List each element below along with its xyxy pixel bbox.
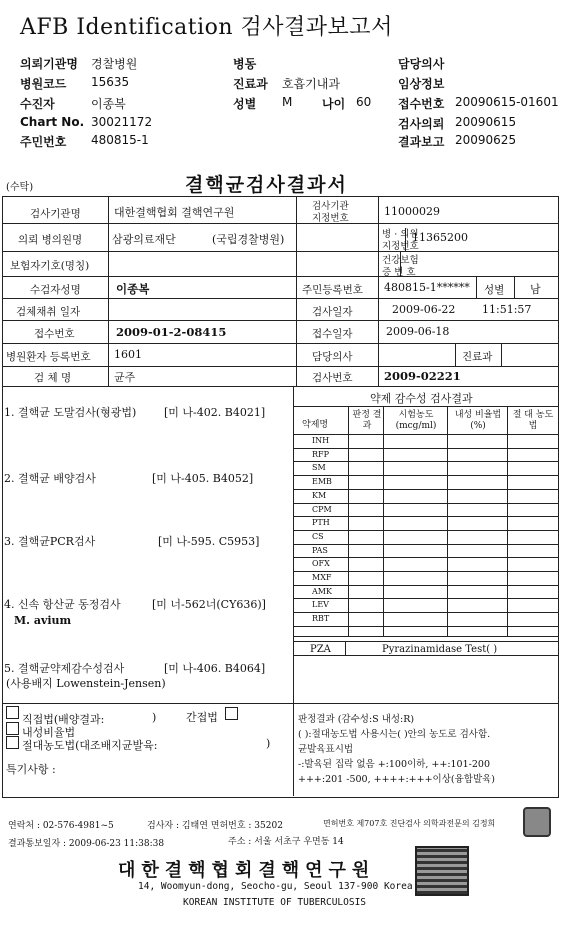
drug-name-rfp: RFP bbox=[312, 449, 329, 459]
value-req-hosp: 삼광의료재단 bbox=[112, 233, 176, 246]
label-receipt-date: 접수일자 bbox=[312, 328, 353, 340]
method-resistance-ratio: 내성비율법 bbox=[22, 726, 76, 739]
label-receipt-no: 접수번호 bbox=[34, 328, 75, 340]
drug-col-result: 판정 결과 bbox=[352, 410, 382, 431]
drug-name-cpm: CPM bbox=[312, 504, 332, 514]
value-rrn: 480815-1****** bbox=[384, 281, 470, 294]
label-collect-date: 검체채취 일자 bbox=[16, 306, 81, 318]
drug-row-divider bbox=[293, 489, 558, 490]
field-label-clinical-info: 임상정보 bbox=[398, 77, 445, 91]
field-value-report-date: 20090625 bbox=[455, 133, 517, 147]
medium-note: (사용배지 Lowenstein-Jensen) bbox=[6, 677, 166, 690]
field-label-institution: 의뢰기관명 bbox=[20, 57, 78, 71]
value-sex: 남 bbox=[530, 283, 541, 296]
label-test-date: 검사일자 bbox=[312, 306, 353, 318]
test-5-label: 5. 결핵균약제감수성검사 bbox=[4, 662, 125, 675]
pza-label: PZA bbox=[310, 644, 331, 655]
institute-address: 14, Woomyun-dong, Seocho-gu, Seoul 137-900 Korea bbox=[138, 881, 413, 892]
drug-col-ratio: 내성 비율법(%) bbox=[454, 410, 502, 431]
drug-row-divider bbox=[293, 598, 558, 599]
institute-english-name: KOREAN INSTITUTE OF TUBERCULOSIS bbox=[183, 897, 367, 908]
drug-col-conc: 시험농도 (mcg/ml) bbox=[395, 410, 437, 431]
drug-name-pas: PAS bbox=[312, 545, 328, 555]
drug-row-divider bbox=[293, 461, 558, 462]
field-label-hospital-code: 병원코드 bbox=[20, 77, 67, 91]
tb-result-form bbox=[0, 158, 580, 878]
value-patient-name: 이종복 bbox=[116, 282, 150, 296]
drug-row-divider bbox=[293, 503, 558, 504]
value-req-hosp-2: (국립경찰병원) bbox=[212, 233, 285, 246]
value-receipt-no: 2009-01-2-08415 bbox=[116, 325, 227, 339]
field-label-chart-no: Chart No. bbox=[20, 115, 85, 129]
legend-line-2: ( ):절대농도법 사용시는( )안의 농도로 검사함. bbox=[298, 729, 491, 740]
legend-line-3: 균발육표시법 bbox=[298, 744, 354, 755]
field-label-department: 진료과 bbox=[233, 77, 268, 91]
drug-row-divider bbox=[293, 585, 558, 586]
value-reg-no: 1601 bbox=[114, 348, 142, 361]
test-4-code: [미 너-562너(CY636)] bbox=[152, 598, 266, 611]
method-abs-conc: 절대농도법(대조배지균발육: bbox=[22, 739, 158, 752]
label-health-2: 증 번 호 bbox=[382, 267, 416, 278]
field-value-institution: 경찰병원 bbox=[91, 57, 138, 71]
drug-name-inh: INH bbox=[312, 436, 330, 445]
report-title: AFB Identification 검사결과보고서 bbox=[20, 15, 393, 40]
drug-col-name: 약제명 bbox=[302, 420, 329, 430]
drug-row-divider bbox=[293, 544, 558, 545]
footer-contact: 연락처 : 02-576-4981~5 bbox=[8, 821, 114, 831]
footer-address: 주소 : 서울 서초구 우면동 14 bbox=[228, 837, 344, 847]
value-inst-code: 11000029 bbox=[384, 205, 440, 218]
label-req-code-2: 지정번호 bbox=[382, 241, 419, 252]
checkbox-indirect[interactable] bbox=[225, 707, 238, 720]
test-4-result: M. avium bbox=[14, 614, 72, 627]
pza-text: Pyrazinamidase Test( ) bbox=[382, 644, 498, 655]
field-label-report-date: 결과보고 bbox=[398, 135, 445, 149]
field-value-age: 60 bbox=[356, 95, 372, 109]
test-3-label: 3. 결핵균PCR검사 bbox=[4, 535, 96, 548]
field-value-rrn: 480815-1 bbox=[91, 133, 149, 147]
value-receipt-date: 2009-06-18 bbox=[386, 325, 450, 338]
drug-name-lev: LEV bbox=[312, 600, 329, 610]
field-value-hospital-code: 15635 bbox=[91, 75, 130, 89]
footer-license: 면허번호 제707호 진단검사 의학과전문의 김정희 bbox=[323, 819, 496, 828]
drug-name-amk: AMK bbox=[312, 586, 332, 596]
field-value-receipt-no: 20090615-01601 bbox=[455, 95, 559, 109]
legend-line-1: 판정결과 (감수성:S 내성:R) bbox=[298, 714, 415, 725]
drug-col-abs: 절 대 농도법 bbox=[512, 410, 554, 431]
field-label-patient: 수진자 bbox=[20, 97, 55, 111]
label-dept: 진료과 bbox=[462, 351, 493, 363]
value-test-date: 2009-06-22 bbox=[392, 303, 456, 316]
test-5-code: [미 나-406. B4064] bbox=[164, 662, 266, 675]
footer-examiner: 검사자 : 김태연 면허번호 : 35202 bbox=[147, 821, 283, 831]
drug-row-divider bbox=[293, 626, 558, 627]
method-direct: 직접법(배양결과: bbox=[22, 713, 105, 726]
legend-line-5: +++:201 -500, ++++:+++이상(융합발육) bbox=[298, 774, 496, 785]
label-test-no: 검사번호 bbox=[312, 372, 353, 384]
drug-row-divider bbox=[293, 516, 558, 517]
field-value-patient: 이종복 bbox=[91, 97, 126, 111]
value-test-no: 2009-02221 bbox=[384, 369, 461, 383]
label-sex: 성별 bbox=[484, 284, 505, 296]
value-test-time: 11:51:57 bbox=[482, 303, 532, 316]
official-seal-icon bbox=[415, 846, 469, 896]
legend-line-4: -:발육된 집락 없음 +:100이하, ++:101-200 bbox=[298, 759, 490, 770]
field-label-receipt-no: 접수번호 bbox=[398, 97, 445, 111]
test-2-code: [미 나-405. B4052] bbox=[152, 472, 254, 485]
field-label-sex: 성별 bbox=[233, 97, 257, 111]
drug-row-divider bbox=[293, 557, 558, 558]
field-label-age: 나이 bbox=[322, 97, 346, 111]
drug-row-divider bbox=[293, 612, 558, 613]
receipt-tag: (수탁) bbox=[6, 182, 34, 193]
field-value-request-date: 20090615 bbox=[455, 115, 517, 129]
value-req-code: 11365200 bbox=[412, 231, 468, 244]
field-label-ward: 병동 bbox=[233, 57, 257, 71]
label-req-code-1: 병 · 의원 bbox=[382, 229, 419, 240]
checkbox-direct[interactable] bbox=[6, 706, 19, 719]
drug-name-ofx: OFX bbox=[312, 559, 330, 569]
label-doctor: 담당의사 bbox=[312, 351, 353, 363]
drug-name-mxf: MXF bbox=[312, 573, 332, 582]
field-value-sex: M bbox=[282, 95, 293, 109]
label-patient: 수검자성명 bbox=[30, 284, 81, 296]
checkbox-resistance-ratio[interactable] bbox=[6, 722, 19, 735]
test-2-label: 2. 결핵균 배양검사 bbox=[4, 472, 96, 485]
label-reg-no: 병원환자 등록번호 bbox=[6, 351, 91, 363]
value-inst-name: 대한결핵협회 결핵연구원 bbox=[114, 206, 235, 219]
institute-name: 대한결핵협회결핵연구원 bbox=[118, 860, 376, 881]
drug-name-sm: SM bbox=[312, 463, 326, 473]
small-seal-icon bbox=[523, 807, 551, 837]
label-rrn: 주민등록번호 bbox=[302, 284, 363, 296]
label-health-1: 건강보험 bbox=[382, 255, 419, 266]
field-label-request-date: 검사의뢰 bbox=[398, 117, 445, 131]
field-label-doctor: 담당의사 bbox=[398, 57, 445, 71]
label-inst-code-1: 검사기관 bbox=[312, 201, 349, 212]
field-value-department: 호흡기내과 bbox=[282, 77, 340, 91]
drug-row-divider bbox=[293, 530, 558, 531]
form-title: 결핵균검사결과서 bbox=[185, 174, 348, 196]
drug-name-rbt: RBT bbox=[312, 614, 330, 624]
field-value-chart-no: 30021172 bbox=[91, 115, 153, 129]
label-insurer: 보험자기호(명칭) bbox=[10, 260, 90, 272]
test-4-label: 4. 신속 항산균 동정검사 bbox=[4, 598, 121, 611]
drug-row-divider bbox=[293, 475, 558, 476]
footer-report-date: 결과통보일자 : 2009-06-23 11:38:38 bbox=[8, 839, 165, 849]
value-specimen: 균주 bbox=[114, 371, 136, 384]
remarks-label: 특기사항 : bbox=[6, 763, 56, 776]
label-req-hosp: 의뢰 병의원명 bbox=[18, 234, 83, 246]
drug-panel-title: 약제 감수성 검사결과 bbox=[370, 392, 473, 405]
test-1-code: [미 나-402. B4021] bbox=[164, 406, 266, 419]
test-1-label: 1. 결핵균 도말검사(형광법) bbox=[4, 406, 137, 419]
drug-row-divider bbox=[293, 448, 558, 449]
drug-name-emb: EMB bbox=[312, 477, 332, 487]
label-inst-code-2: 지정번호 bbox=[312, 213, 349, 224]
drug-name-cs: CS bbox=[312, 531, 324, 541]
label-inst-name: 검사기관명 bbox=[30, 208, 81, 220]
drug-name-pth: PTH bbox=[312, 518, 330, 528]
method-indirect: 간접법 bbox=[186, 711, 218, 724]
drug-row-divider bbox=[293, 571, 558, 572]
field-label-rrn: 주민번호 bbox=[20, 135, 67, 149]
label-specimen: 검 체 명 bbox=[34, 372, 72, 384]
method-abs-close: ) bbox=[266, 737, 271, 750]
checkbox-abs-conc[interactable] bbox=[6, 736, 19, 749]
drug-name-km: KM bbox=[312, 490, 327, 500]
method-direct-close: ) bbox=[152, 711, 157, 724]
test-3-code: [미 나-595. C5953] bbox=[158, 535, 260, 548]
